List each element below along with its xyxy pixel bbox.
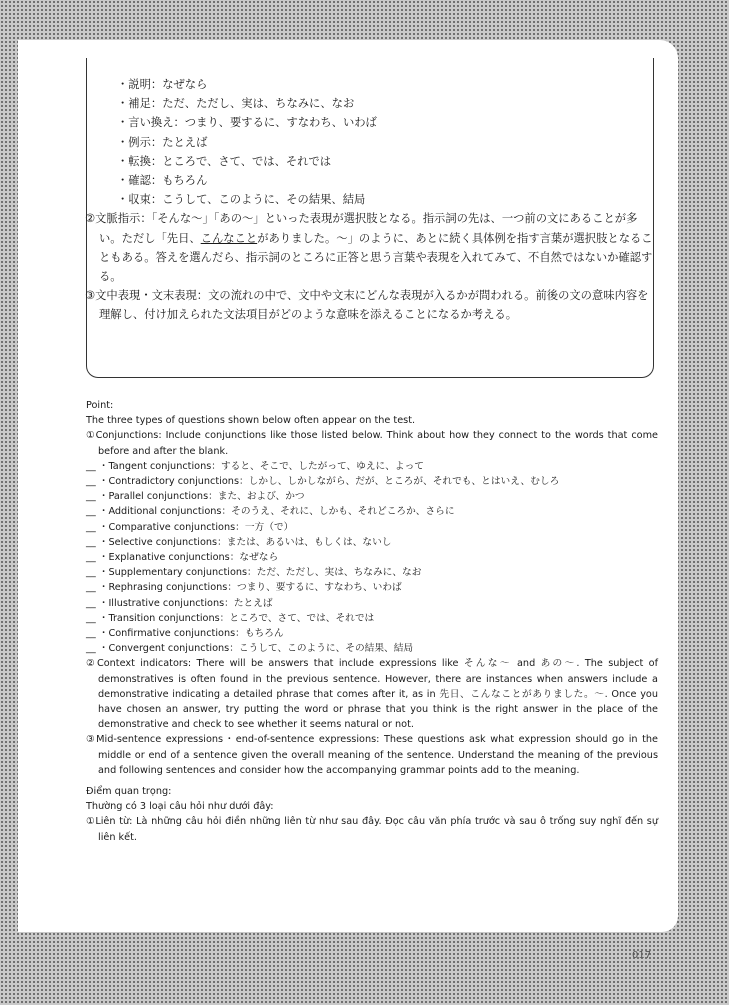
- conjunction-row: __ ・Illustrative conjunctions：たとえば: [86, 597, 273, 609]
- conjunction-row: __ ・Comparative conjunctions：一方（で）: [86, 521, 294, 533]
- list-item: ・例示：たとえば: [117, 135, 208, 149]
- underlined-example: こんなこと: [200, 231, 258, 245]
- conjunction-row: __ ・Confirmative conjunctions：もちろん: [86, 628, 284, 640]
- conjunction-row: __ ・Transition conjunctions：ところで、さて、では、それでは: [86, 612, 375, 624]
- conjunction-row: __ ・Parallel conjunctions：また、および、かつ: [86, 491, 305, 503]
- expressions-item: ③Mid-sentence expressions・end-of-sentence expressions: These questions ask what expression should go in the middle or end of a sentence given the overall meaning of the sentence. Understand the meaning of the previous and following sentences and consider how the accompanying grammar points add to the meaning.: [86, 734, 658, 776]
- page-number: 017: [632, 950, 652, 961]
- vietnamese-item: ①Liên từ: Là những câu hỏi điền những liên từ như sau đây. Đọc câu văn phía trước và sau ô trống suy nghĩ đến sự liên kết.: [86, 816, 658, 843]
- vietnamese-intro: Thường có 3 loại câu hỏi như dưới đây:: [86, 801, 274, 813]
- conjunction-row: __ ・Convergent conjunctions：こうして、このように、その結果、結局: [86, 643, 414, 655]
- context-indicator-paragraph: ②文脈指示：「そんな〜」「あの〜」といった表現が選択肢となる。指示詞の先は、一つ前の文にあることが多い。ただし「先日、こんなことがありました。〜」のように、あとに続く具体例を指す言葉が選択肢となることもある。答えを選んだら、指示詞のところに正答と思う言葉や表現を入れてみて、不自然ではないか確認する。: [85, 212, 653, 284]
- point-heading: Point:: [86, 400, 114, 411]
- list-item: ・補足：ただ、ただし、実は、ちなみに、なお: [117, 97, 355, 111]
- list-item: ・言い換え：つまり、要するに、すなわち、いわば: [117, 116, 377, 130]
- conjunction-row: __ ・Selective conjunctions：または、あるいは、もしくは、ないし: [86, 536, 392, 548]
- list-item: ・転換：ところで、さて、では、それでは: [117, 154, 332, 168]
- conjunction-row: __ ・Explanative conjunctions：なぜなら: [86, 552, 279, 564]
- conjunction-row: __ ・Contradictory conjunctions：しかし、しかしながら、だが、ところが、それでも、とはいえ、むしろ: [86, 476, 560, 488]
- context-indicators-item: ②Context indicators: There will be answers that include expressions like そんな〜 and あの〜. The subject of demonstratives is often found in the previous sentence. However, there are instances when answers include a demonstrative indicating a detailed phrase that comes after it, as in 先日、こんなことがありました。〜. Once you have chosen an answer, try putting the word or phrase that you think is the right answer in the place of the demonstrative and check to see whether it seems natural or not.: [86, 658, 658, 731]
- translations: [86, 398, 658, 845]
- point-intro: The three types of questions shown below often appear on the test.: [86, 415, 416, 427]
- conjunction-row: __ ・Tangent conjunctions：すると、そこで、したがって、ゆえに、よって: [86, 460, 424, 472]
- list-item: ・収束：こうして、このように、その結果、結局: [117, 193, 366, 207]
- vietnamese-heading: Điểm quan trọng:: [86, 786, 172, 798]
- conjunction-row: __ ・Supplementary conjunctions：ただ、ただし、実は、ちなみに、なお: [86, 567, 422, 579]
- conjunctions-item: ①Conjunctions: Include conjunctions like those listed below. Think about how they connect to the words that come before and after the blank.: [86, 430, 658, 457]
- conjunction-row: __ ・Rephrasing conjunctions：つまり、要するに、すなわち、いわば: [86, 582, 402, 594]
- japanese-content: [85, 75, 653, 325]
- list-item: ・確認：もちろん: [117, 174, 208, 188]
- list-item: ・説明：なぜなら: [117, 78, 208, 91]
- conjunction-row: __ ・Additional conjunctions：そのうえ、それに、しかも、それどころか、さらに: [86, 506, 455, 518]
- sentence-expression-paragraph: ③文中表現・文末表現：文の流れの中で、文中や文末にどんな表現が入るかが問われる。前後の文の意味内容を理解し、付け加えられた文法項目がどのような意味を添えることになるか考える。: [85, 289, 649, 322]
